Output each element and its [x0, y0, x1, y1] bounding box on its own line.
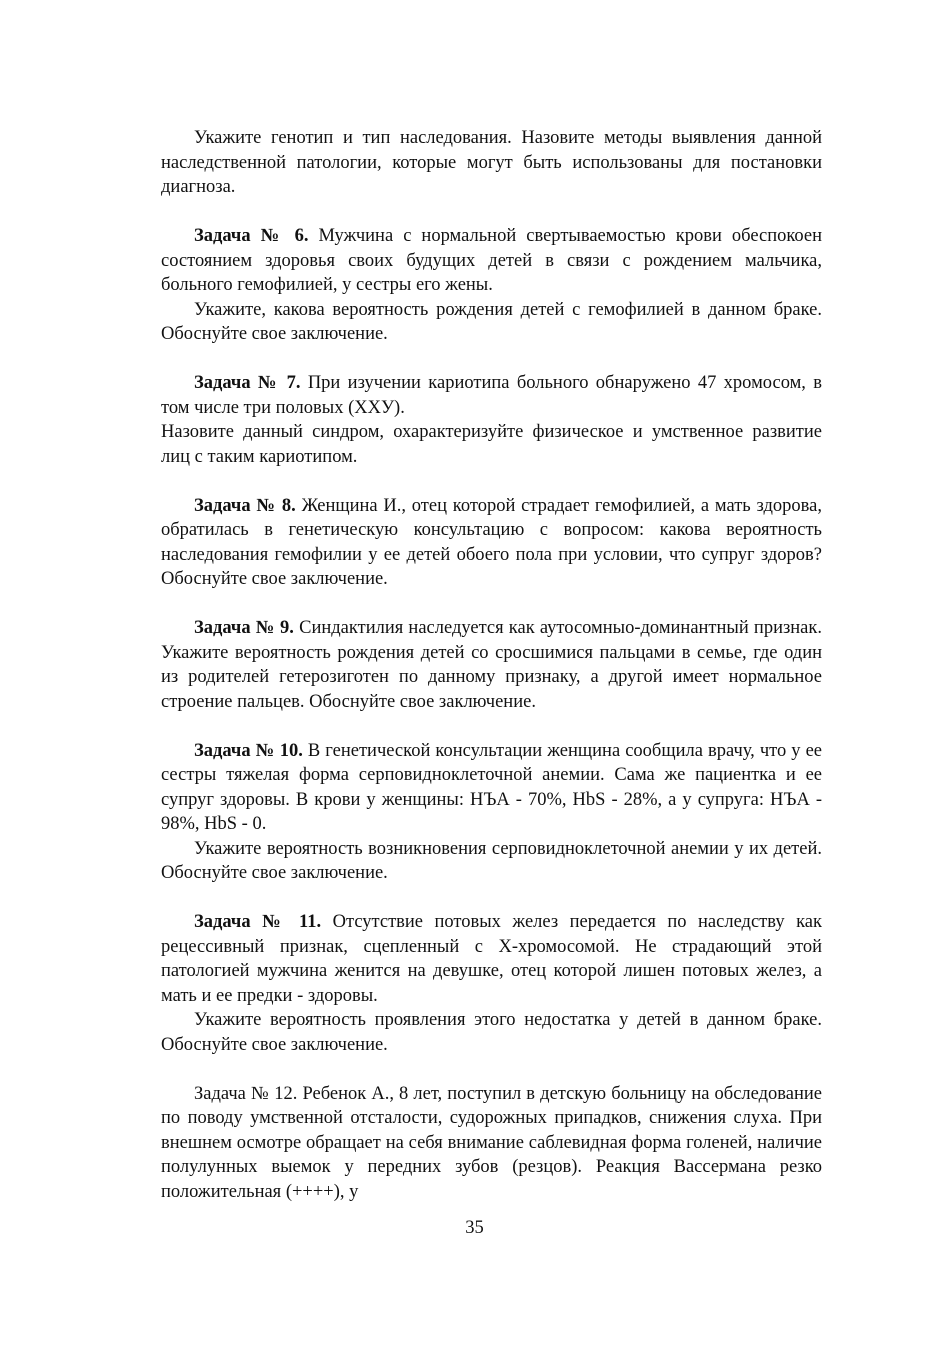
task-11-question: Укажите вероятность проявления этого недостатка у детей в данном браке. Обоснуйте свое заключение. [161, 1010, 822, 1055]
page-number: 35 [465, 1218, 484, 1238]
task-10 [161, 739, 822, 886]
task-12-label: Задача № 12. [194, 1083, 298, 1104]
task-6-question: Укажите, какова вероятность рождения детей с гемофилией в данном браке. Обоснуйте свое заключение. [161, 299, 822, 344]
task-9-condition [161, 616, 822, 714]
task-9 [161, 616, 822, 714]
task-12 [161, 1082, 822, 1205]
task-7-label: Задача № 7. [194, 373, 301, 393]
task-11-condition [161, 910, 822, 1008]
intro-paragraph: Укажите генотип и тип наследования. Назовите методы выявления данной наследственной патологии, которые могут быть использованы для постановки диагноза. [161, 128, 822, 197]
task-6-condition [161, 224, 822, 298]
task-11-label: Задача № 11. [194, 912, 322, 932]
task-10-question: Укажите вероятность возникновения серповидноклеточной анемии у их детей. Обоснуйте свое заключение. [161, 838, 822, 883]
task-8-condition [161, 494, 822, 592]
task-12-text: Ребенок А., 8 лет, поступил в детскую больницу на обследование по поводу умственной отсталости, судорожных припадков, снижения слуха. При внешнем осмотре обращает на себя внимание саблевидная форма голеней, наличие полулунных выемок у передних зубов (резцов). Реакция Вассермана резко положительная (++++), у [161, 1083, 823, 1202]
task-7-question: Назовите данный синдром, охарактеризуйте физическое и умственное развитие лиц с таким кариотипом. [161, 422, 822, 467]
task-12-condition [161, 1082, 822, 1205]
document-page [161, 126, 822, 1204]
task-9-label: Задача № 9. [194, 618, 294, 638]
task-6-label: Задача № 6. [194, 226, 309, 246]
task-8-text: Женщина И., отец которой страдает гемофилией, а мать здорова, обратилась в генетическую консультацию с вопросом: какова вероятность наследования гемофилии у ее детей обоего пола при условии, что супруг здоров? Обоснуйте свое заключение. [161, 495, 823, 589]
task-6-text: Мужчина с нормальной свертываемостью крови обеспокоен состоянием здоровья своих будущих детей в связи с рождением мальчика, больного гемофилией, у сестры его жены. [161, 226, 822, 295]
task-10-text: В генетической консультации женщина сообщила врачу, что у ее сестры тяжелая форма серповидноклеточной анемии. Сама же пациентка и ее супруг здоровы. В крови у женщины: НЪА - 70%, НbS - 28%, а у супруга: НЪА - 98%, НbS - 0. [161, 740, 823, 834]
task-11 [161, 910, 822, 1057]
task-10-label: Задача № 10. [194, 740, 303, 761]
task-8 [161, 494, 822, 592]
task-7-text: При изучении кариотипа больного обнаружено 47 хромосом, в том числе три половых (ХХУ). [161, 373, 823, 418]
task-11-text: Отсутствие потовых желез передается по наследству как рецессивный признак, сцепленный с Х-хромосомой. Не страдающий этой патологией мужчина женится на девушке, отец которой лишен потовых желез, а мать и ее предки - здоровы. [161, 912, 823, 1006]
task-6 [161, 224, 822, 347]
task-10-condition [161, 739, 822, 837]
task-8-label: Задача № 8. [194, 495, 296, 516]
task-7-condition [161, 371, 822, 420]
task-7 [161, 371, 822, 469]
task-9-text: Синдактилия наследуется как аутосомныо-доминантный признак. Укажите вероятность рождения детей со сросшимися пальцами в семье, где один из родителей гетерозиготен по данному признаку, а другой имеет нормальное строение пальцев. Обоснуйте свое заключение. [161, 618, 823, 712]
